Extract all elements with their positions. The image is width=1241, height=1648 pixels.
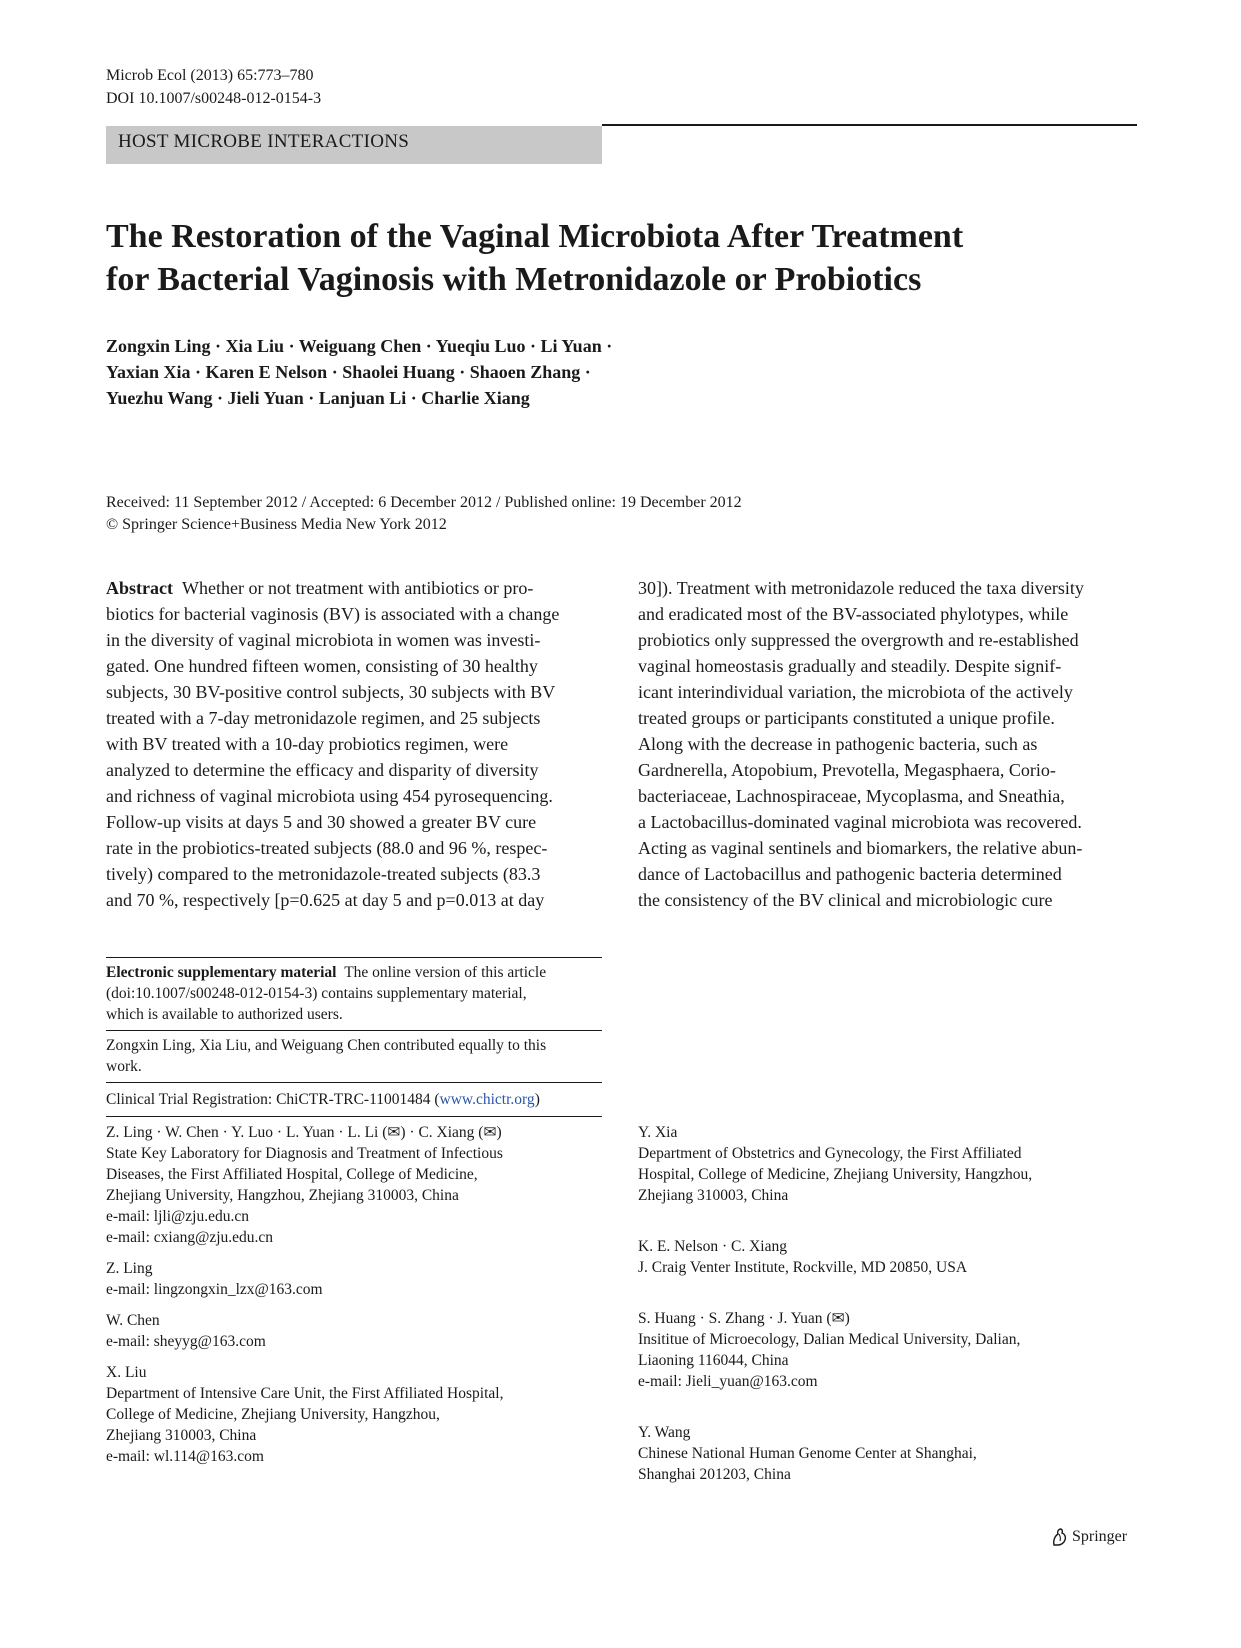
abstract-line: with BV treated with a 10-day probiotics regimen, were bbox=[106, 734, 509, 754]
abstract-heading: Abstract bbox=[106, 578, 173, 598]
journal-citation: Microb Ecol (2013) 65:773–780 bbox=[106, 67, 314, 84]
abstract-right-column bbox=[638, 575, 1135, 913]
journal-header bbox=[106, 64, 321, 110]
abstract-line: and eradicated most of the BV-associated phylotypes, while bbox=[638, 604, 1069, 624]
abstract-line: treated with a 7-day metronidazole regimen, and 25 subjects bbox=[106, 708, 541, 728]
trial-registration-note: Clinical Trial Registration: ChiCTR-TRC-11001484 (www.chictr.org) bbox=[106, 1091, 540, 1108]
abstract-line: Along with the decrease in pathogenic bacteria, such as bbox=[638, 734, 1038, 754]
header-rule bbox=[602, 124, 1137, 126]
abstract-line: in the diversity of vaginal microbiota in women was investi- bbox=[106, 630, 541, 650]
affiliation-block: Z. Ling · W. Chen · Y. Luo · L. Yuan · L. Li (✉) · C. Xiang (✉) State Key Laboratory for Diagnosis and Treatment of Infectious Diseases, the First Affiliated Hospital, College of Medicine, Zhejiang University, Hangzhou, Zhejiang 310003, China e-mail: ljli@zju.edu.cn e-mail: cxiang@zju.edu.cn bbox=[106, 1124, 503, 1246]
abstract-line: gated. One hundred fifteen women, consisting of 30 healthy bbox=[106, 656, 538, 676]
affiliations-left bbox=[106, 1122, 602, 1477]
affiliations-right bbox=[638, 1122, 1135, 1495]
publisher-logo bbox=[1050, 1527, 1127, 1547]
abstract-line: bacteriaceae, Lachnospiraceae, Mycoplasma, and Sneathia, bbox=[638, 786, 1065, 806]
abstract-line: and richness of vaginal microbiota using 454 pyrosequencing. bbox=[106, 786, 553, 806]
abstract-line: probiotics only suppressed the overgrowth and re-established bbox=[638, 630, 1079, 650]
abstract-line: rate in the probiotics-treated subjects (88.0 and 96 %, respec- bbox=[106, 838, 548, 858]
abstract-line: subjects, 30 BV-positive control subjects, 30 subjects with BV bbox=[106, 682, 556, 702]
publisher-name: Springer bbox=[1072, 1528, 1128, 1545]
equal-contribution-note: Zongxin Ling, Xia Liu, and Weiguang Chen contributed equally to this work. bbox=[106, 1037, 547, 1075]
authors-line-1: Zongxin Ling · Xia Liu · Weiguang Chen · Yueqiu Luo · Li Yuan · bbox=[106, 336, 613, 356]
footnote-rule bbox=[106, 1082, 602, 1083]
abstract-left-column bbox=[106, 575, 602, 913]
chictr-link[interactable]: www.chictr.org bbox=[439, 1091, 535, 1108]
journal-doi: DOI 10.1007/s00248-012-0154-3 bbox=[106, 90, 322, 107]
esm-heading: Electronic supplementary material bbox=[106, 964, 337, 981]
affiliation-block: Y. Xia Department of Obstetrics and Gynecology, the First Affiliated Hospital, College of Medicine, Zhejiang University, Hangzhou, Zhejiang 310003, China bbox=[638, 1124, 1033, 1204]
footnote-rule bbox=[106, 957, 602, 958]
affiliation-block: S. Huang · S. Zhang · J. Yuan (✉) Insititue of Microecology, Dalian Medical University, Dalian, Liaoning 116044, China e-mail: Jieli_yuan@163.com bbox=[638, 1310, 1021, 1390]
abstract-line: treated groups or participants constituted a unique profile. bbox=[638, 708, 1055, 728]
footnote-rule bbox=[106, 1030, 602, 1031]
abstract-line: icant interindividual variation, the microbiota of the actively bbox=[638, 682, 1073, 702]
affiliation-block: Y. Wang Chinese National Human Genome Center at Shanghai, Shanghai 201203, China bbox=[638, 1424, 977, 1483]
author-list bbox=[106, 333, 1146, 411]
title-line-2: for Bacterial Vaginosis with Metronidazole or Probiotics bbox=[106, 261, 922, 298]
abstract-line: 30]). Treatment with metronidazole reduced the taxa diversity bbox=[638, 578, 1084, 598]
abstract-line: dance of Lactobacillus and pathogenic bacteria determined bbox=[638, 864, 1062, 884]
abstract-line: Follow-up visits at days 5 and 30 showed a greater BV cure bbox=[106, 812, 537, 832]
abstract-line: and 70 %, respectively [p=0.625 at day 5 and p=0.013 at day bbox=[106, 890, 545, 910]
affiliation-block: Z. Ling e-mail: lingzongxin_lzx@163.com bbox=[106, 1260, 323, 1298]
authors-line-2: Yaxian Xia · Karen E Nelson · Shaolei Huang · Shaoen Zhang · bbox=[106, 362, 591, 382]
springer-horse-icon bbox=[1050, 1527, 1068, 1547]
publication-dates bbox=[106, 492, 1146, 536]
abstract-line: vaginal homeostasis gradually and steadily. Despite signif- bbox=[638, 656, 1062, 676]
abstract-line: a Lactobacillus-dominated vaginal microbiota was recovered. bbox=[638, 812, 1082, 832]
copyright-line: © Springer Science+Business Media New York 2012 bbox=[106, 516, 447, 533]
affiliation-block: W. Chen e-mail: sheyyg@163.com bbox=[106, 1312, 266, 1350]
abstract-line: Acting as vaginal sentinels and biomarkers, the relative abun- bbox=[638, 838, 1083, 858]
section-label: HOST MICROBE INTERACTIONS bbox=[118, 131, 410, 152]
abstract-line: Abstract Whether or not treatment with antibiotics or pro- bbox=[106, 578, 534, 598]
esm-note: Electronic supplementary material The online version of this article (doi:10.1007/s00248-012-0154-3) contains supplementary material, which is available to authorized users. bbox=[106, 964, 547, 1023]
abstract-line: analyzed to determine the efficacy and disparity of diversity bbox=[106, 760, 539, 780]
abstract-line: the consistency of the BV clinical and microbiologic cure bbox=[638, 890, 1053, 910]
authors-line-3: Yuezhu Wang · Jieli Yuan · Lanjuan Li · Charlie Xiang bbox=[106, 388, 530, 408]
abstract-line: Gardnerella, Atopobium, Prevotella, Megasphaera, Corio- bbox=[638, 760, 1056, 780]
abstract-line: tively) compared to the metronidazole-treated subjects (83.3 bbox=[106, 864, 541, 884]
affiliation-block: K. E. Nelson · C. Xiang J. Craig Venter Institute, Rockville, MD 20850, USA bbox=[638, 1238, 968, 1276]
dates-line: Received: 11 September 2012 / Accepted: 6 December 2012 / Published online: 19 December 2012 bbox=[106, 494, 742, 511]
article-title bbox=[106, 215, 1146, 301]
footnote-rule bbox=[106, 1116, 602, 1117]
affiliation-block: X. Liu Department of Intensive Care Unit, the First Affiliated Hospital, College of Medicine, Zhejiang University, Hangzhou, Zhejiang 310003, China e-mail: wl.114@163.com bbox=[106, 1364, 504, 1465]
abstract-line: biotics for bacterial vaginosis (BV) is associated with a change bbox=[106, 604, 560, 624]
title-line-1: The Restoration of the Vaginal Microbiota After Treatment bbox=[106, 218, 964, 255]
